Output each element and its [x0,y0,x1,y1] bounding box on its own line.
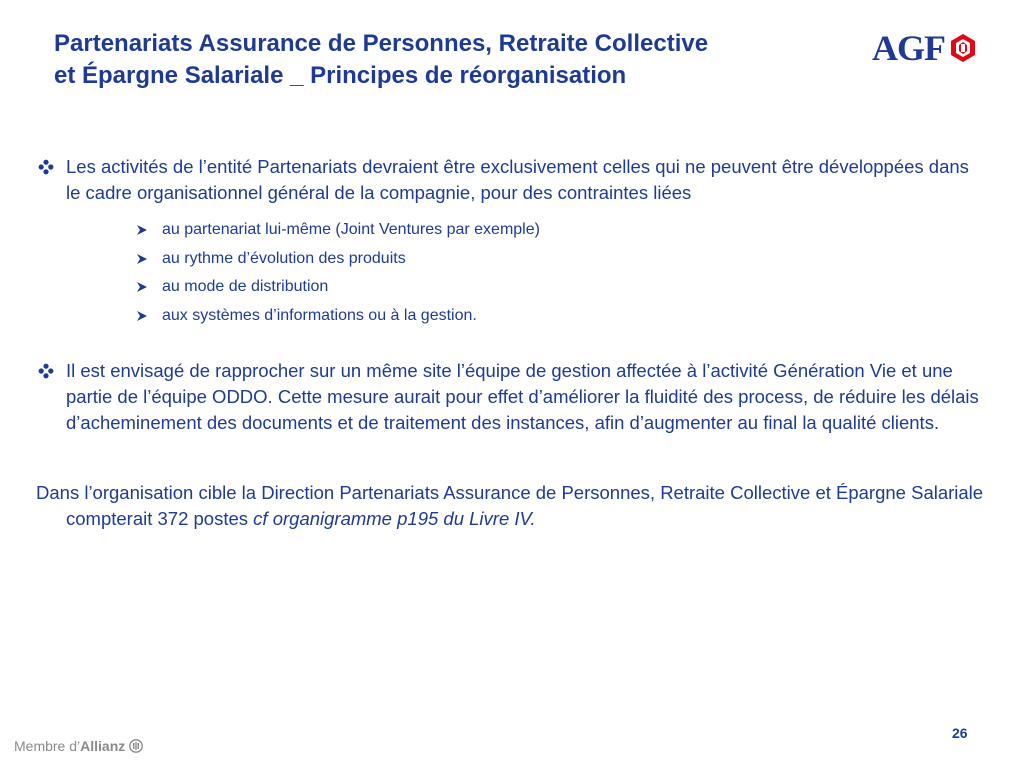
sub-list-item [136,245,986,274]
title-line-2: et Épargne Salariale _ Principes de réorganisation [54,62,627,89]
footer-brand [14,738,143,754]
bullet-text-2: Il est envisagé de rapprocher sur un même site l’équipe de gestion affectée à l’activité Génération Vie et une partie de l’équipe ODDO. Cette mesure aurait pour effet d’améliorer la fluidité des process, de réduire les délais d’acheminement des documents et de traitement des instances, afin d’augmenter au final la qualité clients. [66,360,979,433]
sub-list [136,216,986,330]
sub-list-item-text: au rythme d’évolution des produits [162,249,406,267]
footer-prefix: Membre d’ [14,738,81,754]
page-number: 26 [952,725,968,741]
closing-paragraph-text: Dans l’organisation cible la Direction Partenariats Assurance de Personnes, Retraite Collective et Épargne Salariale compterait 372 postes [36,482,984,529]
bullet-item-1 [36,154,986,330]
arrow-bullet-icon [136,224,148,236]
bullet-item-2 [36,358,986,436]
diamond-bullet-icon [38,363,54,379]
allianz-eagle-icon [129,739,143,753]
sub-list-item [136,216,986,245]
agf-logo-text: AGF [872,28,945,68]
agf-logo [872,28,992,68]
footer-brand-name: Allianz [80,738,126,754]
arrow-bullet-icon [136,253,148,265]
arrow-bullet-icon [136,281,148,293]
arrow-bullet-icon [136,310,148,322]
diamond-bullet-icon [38,159,54,175]
sub-list-item-text: au partenariat lui-même (Joint Ventures par exemple) [162,221,540,238]
sub-list-item-text: au mode de distribution [162,278,329,295]
slide-title [54,28,874,92]
sub-list-item [136,302,986,331]
closing-paragraph [36,480,986,532]
agf-logo-mark-icon [949,33,977,63]
closing-paragraph-reference: cf organigramme p195 du Livre IV. [253,508,536,529]
title-line-1: Partenariats Assurance de Personnes, Retraite Collective [54,30,709,57]
bullet-text-1: Les activités de l’entité Partenariats devraient être exclusivement celles qui ne peuvent être développées dans le cadre organisationnel général de la compagnie, pour des contraintes liées [66,156,969,203]
sub-list-item-text: aux systèmes d’informations ou à la gestion. [162,306,477,324]
slide-content [36,154,986,532]
sub-list-item [136,273,986,302]
